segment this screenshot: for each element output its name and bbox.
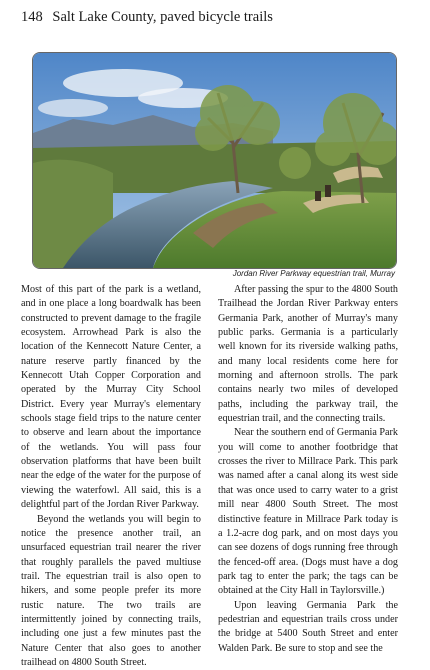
paragraph: Upon leaving Germania Park the pedestrian and equestrian trails cross under the bridge at 5400 South Street and enter Walden Park. Be sure to stop and see the <box>218 599 398 656</box>
page-number: 148 <box>21 9 43 25</box>
river-trail-photo <box>33 53 396 268</box>
left-column <box>21 283 201 670</box>
photo-illustration <box>33 53 396 268</box>
paragraph: Beyond the wetlands you will begin to notice the presence another trail, an unsurfaced equestrian trail nearer the river that roughly parallels the paved multiuse trail. The equestrian trail is also open to hikers, and some people prefer its more rustic nature. The two trails are intermittently joined by connecting trails, including one just a few minutes past the Nature Center that also goes to another trailhead on 4800 South Street. <box>21 513 201 670</box>
paragraph: Most of this part of the park is a wetland, and in one place a long boardwalk has been constructed to prevent damage to the fragile ecosystem. Arrowhead Park is also the location of the Kennecott Nature Center, a nature reserve partly financed by the Kennecott Utah Copper Corporation and operated by the Murray City School District. Every year Murray's elementary schools stage field trips to the nature center to observe and learn about the importance of the wetlands. You will pass four observation platforms that have been built near the edge of the water for the purpose of viewing the waterfowl. All said, this is a delightful part of the Jordan River Parkway. <box>21 283 201 513</box>
running-title: Salt Lake County, paved bicycle trails <box>52 9 273 25</box>
right-column <box>218 283 398 656</box>
paragraph: After passing the spur to the 4800 South Trailhead the Jordan River Parkway enters Germania Park, another of Murray's many public parks. Germania is a particularly well known for its riverside walking paths, and many local residents come here for morning and afternoon strolls. The park contains nearly two miles of developed paths, including the parkway trail, the equestrian trail, and the connecting trails. <box>218 283 398 426</box>
paragraph: Near the southern end of Germania Park you will come to another footbridge that crosses the river to Millrace Park. This park was named after a canal along its west side that was once used to carry water to a grist mill near 4800 South Street. The most distinctive feature in Millrace Park today is a 1.2-acre dog park, and on most days you can see dozens of dogs running free through the fenced-off area. (Dogs must have a dog park tag to enter the park; the tags can be obtained at the City Hall in Taylorsville.) <box>218 426 398 598</box>
photo-caption: Jordan River Parkway equestrian trail, Murray <box>33 269 395 278</box>
running-header <box>21 9 273 26</box>
